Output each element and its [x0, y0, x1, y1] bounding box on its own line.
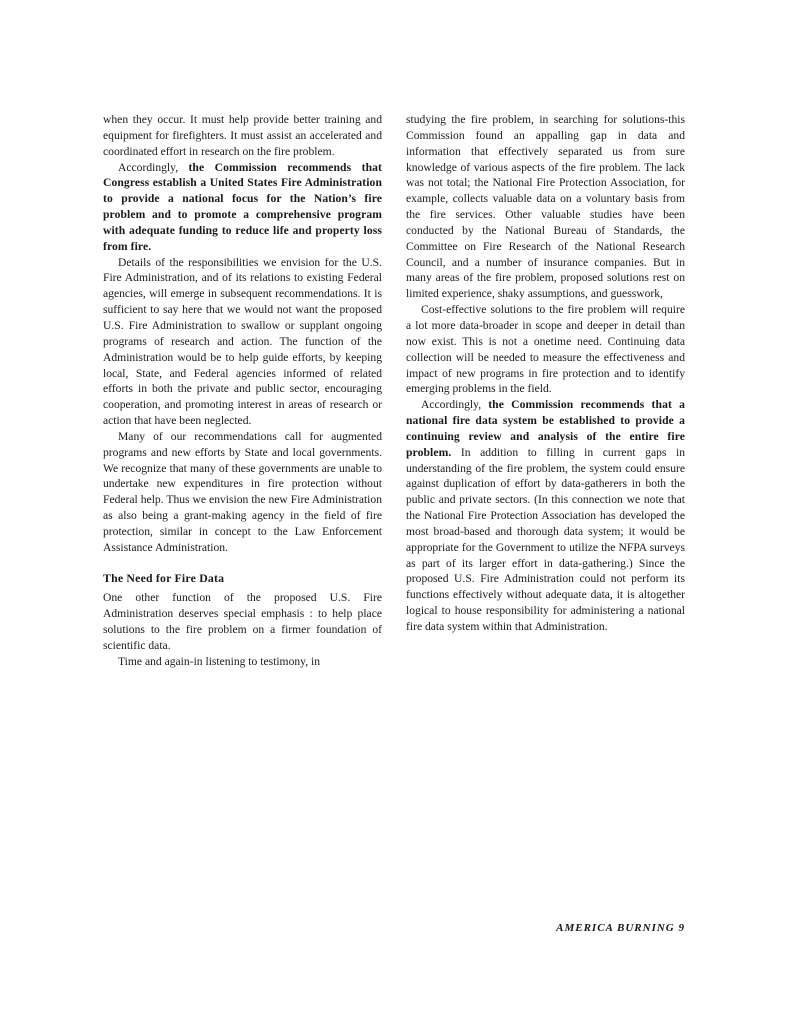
running-title: AMERICA BURNING: [556, 922, 675, 934]
left-column: [103, 112, 382, 670]
recommendation-text: the Commission recommends that a national fire data system be established to provide a continuing review and analysis of the entire fire problem.: [406, 398, 686, 459]
page-number: 9: [678, 922, 685, 934]
paragraph: Details of the responsibilities we envision for the U.S. Fire Administration, and of its relations to existing Federal agencies, will emerge in subsequent recommendations. It is sufficient to say here that we would not want the proposed U.S. Fire Administration to swallow or supplant ongoing programs of research and action. The function of the Administration would be to help guide efforts, by keeping local, State, and Federal agencies informed of related efforts in both the private and public sector, encouraging cooperation, and promoting interest in areas of research or action that have been neglected.: [103, 255, 382, 428]
paragraph: studying the fire problem, in searching for solutions-this Commission found an appalling gap in data and information that effectively separated us from sure knowledge of various aspects of the fire problem. The lack was not total; the National Fire Protection Association, for example, collects valuable data on a voluntary basis from the fire services. Other valuable studies have been conducted by the National Bureau of Standards, the Committee on Fire Research of the National Research Council, and a number of insurance companies. But in many areas of the fire problem, proposed solutions rest on limited experience, shaky assumptions, and guesswork,: [406, 113, 685, 301]
paragraph-continuation: In addition to filling in current gaps in understanding of the fire problem, the system could ensure against duplication of effort by data-gatherers in both the public and private sectors. (In this connection we note that the National Fire Protection Association has developed the most broad-based and thorough data system; it would be appropriate for the Government to utilize the NFPA surveys as part of its larger effort in data-gathering.) Since the proposed U.S. Fire Administration could not perform its functions effectively without adequate data, it is altogether logical to house responsibility for administering a national fire data system within that Administration.: [406, 445, 685, 633]
page-footer: [556, 922, 685, 934]
paragraph: Many of our recommendations call for augmented programs and new efforts by State and local governments. We recognize that many of these governments are unable to undertake new expenditures in fire protection without Federal help. Thus we envision the new Fire Administration as also being a grant-making agency in the field of fire protection, similar in concept to the Law Enforcement Assistance Administration.: [103, 429, 382, 554]
paragraph-lead: Accordingly,: [118, 160, 189, 174]
paragraph: Cost-effective solutions to the fire problem will require a lot more data-broader in scope and deeper in detail than now exist. This is not a onetime need. Continuing data collection will be needed to measure the effectiveness and impact of new programs in fire protection and to identify emerging problems in the field.: [406, 303, 685, 396]
recommendation-text: the Commission recommends that Congress establish a United States Fire Administration to provide a national focus for the Nation’s fire problem and to promote a comprehensive program with adequate funding to reduce life and property loss from fire.: [103, 160, 382, 253]
paragraph-lead: Accordingly,: [421, 398, 489, 412]
section-heading: The Need for Fire Data: [103, 570, 225, 585]
paragraph: Time and again-in listening to testimony, in: [118, 654, 321, 668]
paragraph: One other function of the proposed U.S. Fire Administration deserves special emphasis : to help place solutions to the fire problem on a firmer foundation of scientific data.: [103, 591, 382, 652]
paragraph: when they occur. It must help provide better training and equipment for firefighters. It must assist an accelerated and coordinated effort in research on the fire problem.: [103, 113, 382, 158]
recommendation-paragraph: [103, 160, 382, 255]
recommendation-paragraph: [406, 397, 685, 635]
right-column: [406, 112, 685, 635]
